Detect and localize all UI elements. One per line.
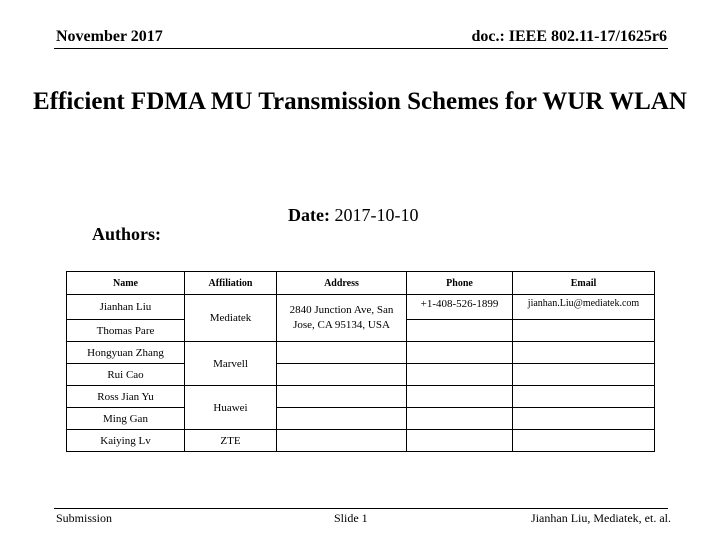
author-name: Hongyuan Zhang: [67, 342, 185, 364]
author-phone: +1-408-526-1899: [407, 295, 513, 320]
empty-cell: [513, 320, 655, 342]
author-affiliation: Huawei: [185, 386, 277, 430]
author-address: 2840 Junction Ave, San Jose, CA 95134, USA: [277, 295, 407, 342]
empty-cell: [407, 430, 513, 452]
column-header-address: Address: [277, 272, 407, 295]
date-label: Date:: [288, 205, 330, 225]
author-name: Thomas Pare: [67, 320, 185, 342]
author-name: Ming Gan: [67, 408, 185, 430]
author-name: Rui Cao: [67, 364, 185, 386]
table-row: [67, 386, 655, 408]
date-line: [288, 205, 418, 226]
column-header-name: Name: [67, 272, 185, 295]
table-row: [67, 408, 655, 430]
footer-slide-number: Slide 1: [334, 511, 368, 525]
column-header-email: Email: [513, 272, 655, 295]
author-name: Kaiying Lv: [67, 430, 185, 452]
author-name: Ross Jian Yu: [67, 386, 185, 408]
empty-cell: [513, 430, 655, 452]
column-header-affiliation: Affiliation: [185, 272, 277, 295]
authors-table: [66, 271, 655, 452]
empty-cell: [513, 342, 655, 364]
table-row: [67, 430, 655, 452]
author-affiliation: ZTE: [185, 430, 277, 452]
slide-title: Efficient FDMA MU Transmission Schemes for WUR WLAN: [33, 88, 687, 115]
author-email: jianhan.Liu@mediatek.com: [513, 295, 655, 320]
footer-submission: Submission: [56, 511, 113, 525]
date-value: 2017-10-10: [334, 205, 419, 225]
author-affiliation: Marvell: [185, 342, 277, 386]
header-doc-id: doc.: IEEE 802.11-17/1625r6: [471, 28, 667, 45]
authors-label: Authors:: [92, 224, 162, 244]
empty-cell: [513, 364, 655, 386]
empty-cell: [513, 386, 655, 408]
empty-cell: [407, 342, 513, 364]
table-row: [67, 295, 655, 320]
empty-cell: [407, 320, 513, 342]
column-header-phone: Phone: [407, 272, 513, 295]
empty-cell: [277, 430, 407, 452]
author-affiliation: Mediatek: [185, 295, 277, 342]
header-date: November 2017: [56, 28, 163, 45]
empty-cell: [277, 364, 407, 386]
table-row: [67, 342, 655, 364]
empty-cell: [407, 408, 513, 430]
footer-author: Jianhan Liu, Mediatek, et. al.: [531, 511, 671, 525]
header-divider: [54, 48, 668, 49]
table-row: [67, 364, 655, 386]
empty-cell: [407, 386, 513, 408]
table-header-row: [67, 272, 655, 295]
author-name: Jianhan Liu: [67, 295, 185, 320]
empty-cell: [277, 408, 407, 430]
empty-cell: [513, 408, 655, 430]
empty-cell: [277, 386, 407, 408]
empty-cell: [407, 364, 513, 386]
empty-cell: [277, 342, 407, 364]
footer-divider: [54, 508, 668, 509]
